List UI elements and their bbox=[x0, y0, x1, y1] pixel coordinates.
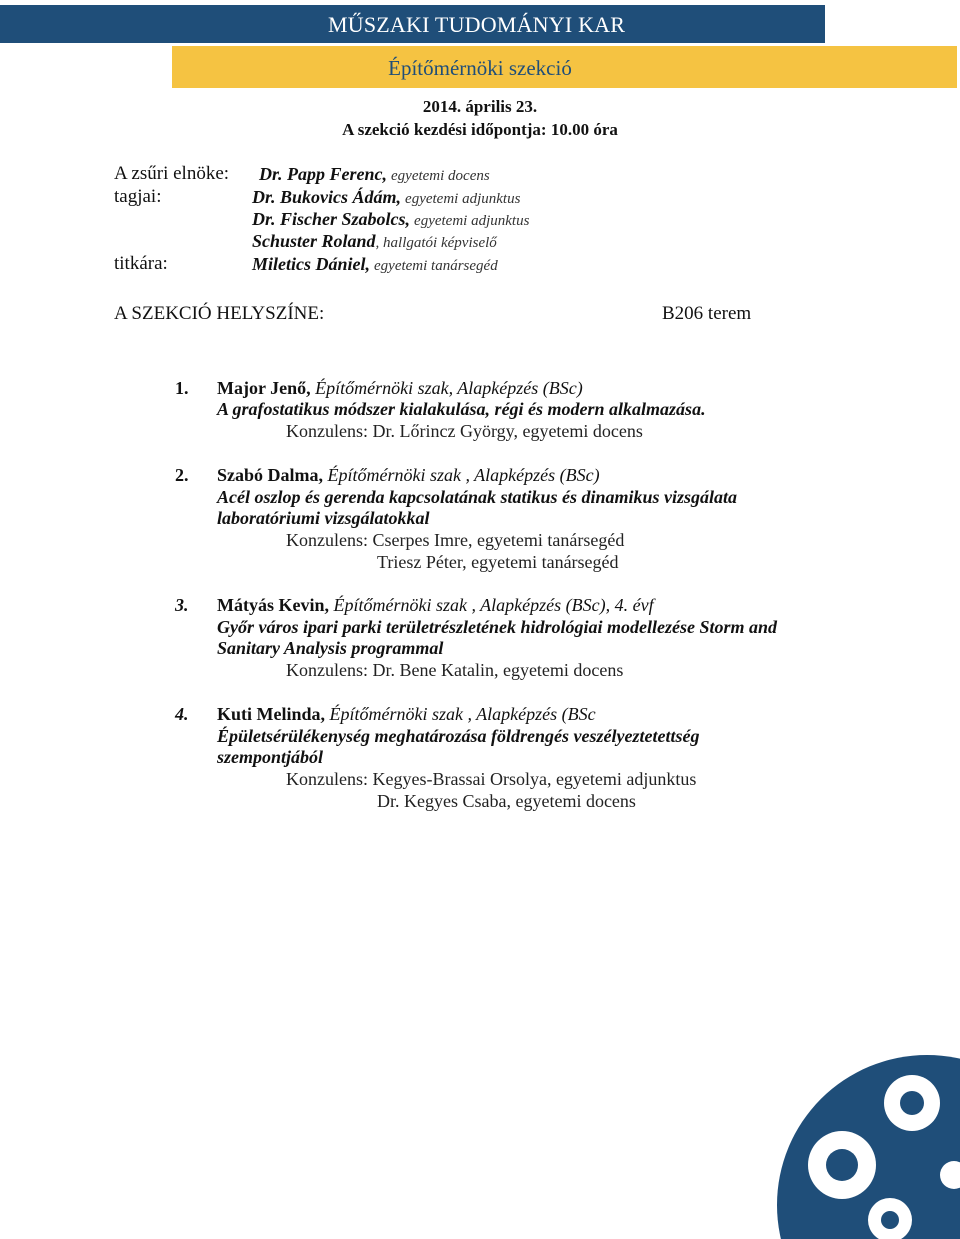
student-program: Építőmérnöki szak, Alapképzés (BSc) bbox=[315, 378, 583, 398]
jury-secretary-role: egyetemi tanársegéd bbox=[374, 258, 498, 274]
jury-member-name: Dr. Fischer Szabolcs, bbox=[252, 209, 411, 229]
jury-members-label: tagjai: bbox=[114, 186, 162, 207]
student-name: Major Jenő, bbox=[217, 378, 311, 398]
jury-secretary-label: titkára: bbox=[114, 253, 168, 274]
presentation-number: 4. bbox=[175, 704, 189, 724]
jury-member-role: , hallgatói képviselő bbox=[375, 235, 497, 251]
section-title: Építőmérnöki szekció bbox=[388, 56, 572, 80]
presentation-title: laboratóriumi vizsgálatokkal bbox=[217, 508, 430, 528]
venue-label: A SZEKCIÓ HELYSZÍNE: bbox=[114, 303, 325, 324]
presentation-number: 1. bbox=[175, 378, 189, 398]
jury-chair-name: Dr. Papp Ferenc, bbox=[259, 164, 387, 184]
event-date: 2014. április 23. bbox=[422, 97, 538, 116]
presentation-title: Acél oszlop és gerenda kapcsolatának statikus és dinamikus vizsgálata bbox=[217, 487, 738, 507]
student-name: Mátyás Kevin, bbox=[217, 595, 329, 615]
jury-chair-label: A zsűri elnöke: bbox=[114, 163, 230, 184]
presentation-consultant: Konzulens: Kegyes-Brassai Orsolya, egyetemi adjunktus bbox=[286, 769, 697, 789]
student-program: Építőmérnöki szak , Alapképzés (BSc bbox=[329, 704, 596, 724]
jury-member bbox=[252, 187, 520, 208]
faculty-title: MŰSZAKI TUDOMÁNYI KAR bbox=[328, 12, 626, 37]
jury-member-role: egyetemi adjunktus bbox=[405, 191, 521, 207]
presentation-consultant: Triesz Péter, egyetemi tanársegéd bbox=[377, 552, 619, 572]
student-program: Építőmérnöki szak , Alapképzés (BSc) bbox=[327, 465, 600, 485]
student-program: Építőmérnöki szak , Alapképzés (BSc), 4. évf bbox=[333, 595, 654, 615]
presentation-title: Épületsérülékenység meghatározása földrengés veszélyeztetettség bbox=[217, 726, 700, 746]
jury-chair-role: egyetemi docens bbox=[391, 168, 490, 184]
presentation-consultant: Konzulens: Dr. Bene Katalin, egyetemi docens bbox=[286, 660, 624, 680]
presentation-consultant: Dr. Kegyes Csaba, egyetemi docens bbox=[377, 791, 636, 811]
university-logo-icon bbox=[772, 1045, 960, 1239]
venue-room: B206 terem bbox=[662, 303, 752, 324]
presentation-student bbox=[217, 465, 600, 486]
presentation-number: 2. bbox=[175, 465, 189, 485]
presentation-title: Sanitary Analysis programmal bbox=[217, 638, 444, 658]
event-start-time: A szekció kezdési időpontja: 10.00 óra bbox=[342, 120, 618, 139]
presentation-title: A grafostatikus módszer kialakulása, régi és modern alkalmazása. bbox=[217, 399, 706, 419]
jury-member-name: Dr. Bukovics Ádám, bbox=[252, 187, 402, 207]
student-name: Szabó Dalma, bbox=[217, 465, 324, 485]
presentation-title: Győr város ipari parki területrészletének hidrológiai modellezése Storm and bbox=[217, 617, 778, 637]
jury-secretary bbox=[252, 254, 498, 275]
jury-member bbox=[252, 209, 529, 230]
presentation-consultant: Konzulens: Cserpes Imre, egyetemi tanársegéd bbox=[286, 530, 625, 550]
presentation-consultant: Konzulens: Dr. Lőrincz György, egyetemi docens bbox=[286, 421, 643, 441]
presentation-student bbox=[217, 378, 583, 399]
jury-secretary-name: Miletics Dániel, bbox=[252, 254, 370, 274]
jury-chair bbox=[259, 164, 490, 185]
jury-member-role: egyetemi adjunktus bbox=[414, 213, 530, 229]
presentation-student bbox=[217, 704, 596, 725]
presentation-title: szempontjából bbox=[217, 747, 324, 767]
presentation-number: 3. bbox=[175, 595, 189, 615]
jury-member bbox=[252, 231, 497, 252]
student-name: Kuti Melinda, bbox=[217, 704, 326, 724]
presentation-student bbox=[217, 595, 654, 616]
jury-member-name: Schuster Roland bbox=[252, 231, 376, 251]
